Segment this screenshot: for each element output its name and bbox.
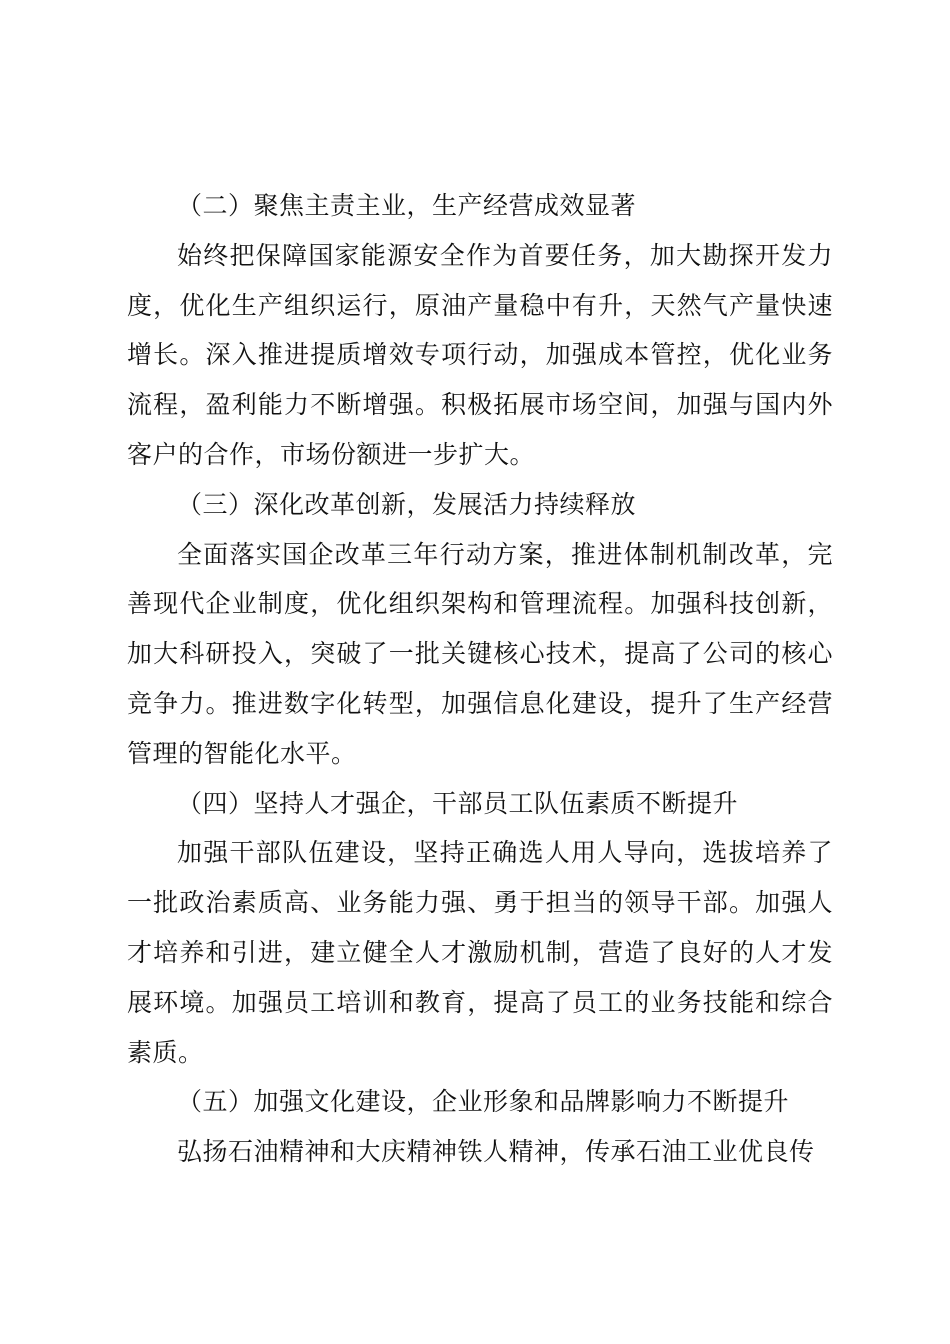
section-paragraph-2: 始终把保障国家能源安全作为首要任务，加大勘探开发力度，优化生产组织运行，原油产量稳中有升，天然气产量快速增长。深入推进提质增效专项行动，加强成本管控，优化业务流程，盈利能力不断增强。积极拓展市场空间，加强与国内外客户的合作，市场份额进一步扩大。 [127, 240, 833, 469]
section-paragraph-3: 全面落实国企改革三年行动方案，推进体制机制改革，完善现代企业制度，优化组织架构和管理流程。加强科技创新，加大科研投入，突破了一批关键核心技术，提高了公司的核心竞争力。推进数字化转型，加强信息化建设，提升了生产经营管理的智能化水平。 [127, 539, 833, 768]
section-paragraph-5: 弘扬石油精神和大庆精神铁人精神，传承石油工业优良传 [177, 1137, 815, 1167]
section-heading-2: （二）聚焦主责主业，生产经营成效显著 [177, 191, 637, 220]
section-paragraph-4: 加强干部队伍建设，坚持正确选人用人导向，选拔培养了一批政治素质高、业务能力强、勇于担当的领导干部。加强人才培养和引进，建立健全人才激励机制，营造了良好的人才发展环境。加强员工培训和教育，提高了员工的业务技能和综合素质。 [127, 838, 833, 1067]
document-body [127, 181, 833, 1177]
section-heading-4: （四）坚持人才强企，干部员工队伍素质不断提升 [177, 788, 739, 818]
section-heading-3: （三）深化改革创新，发展活力持续释放 [177, 489, 637, 519]
section-heading-5: （五）加强文化建设，企业形象和品牌影响力不断提升 [177, 1087, 790, 1117]
